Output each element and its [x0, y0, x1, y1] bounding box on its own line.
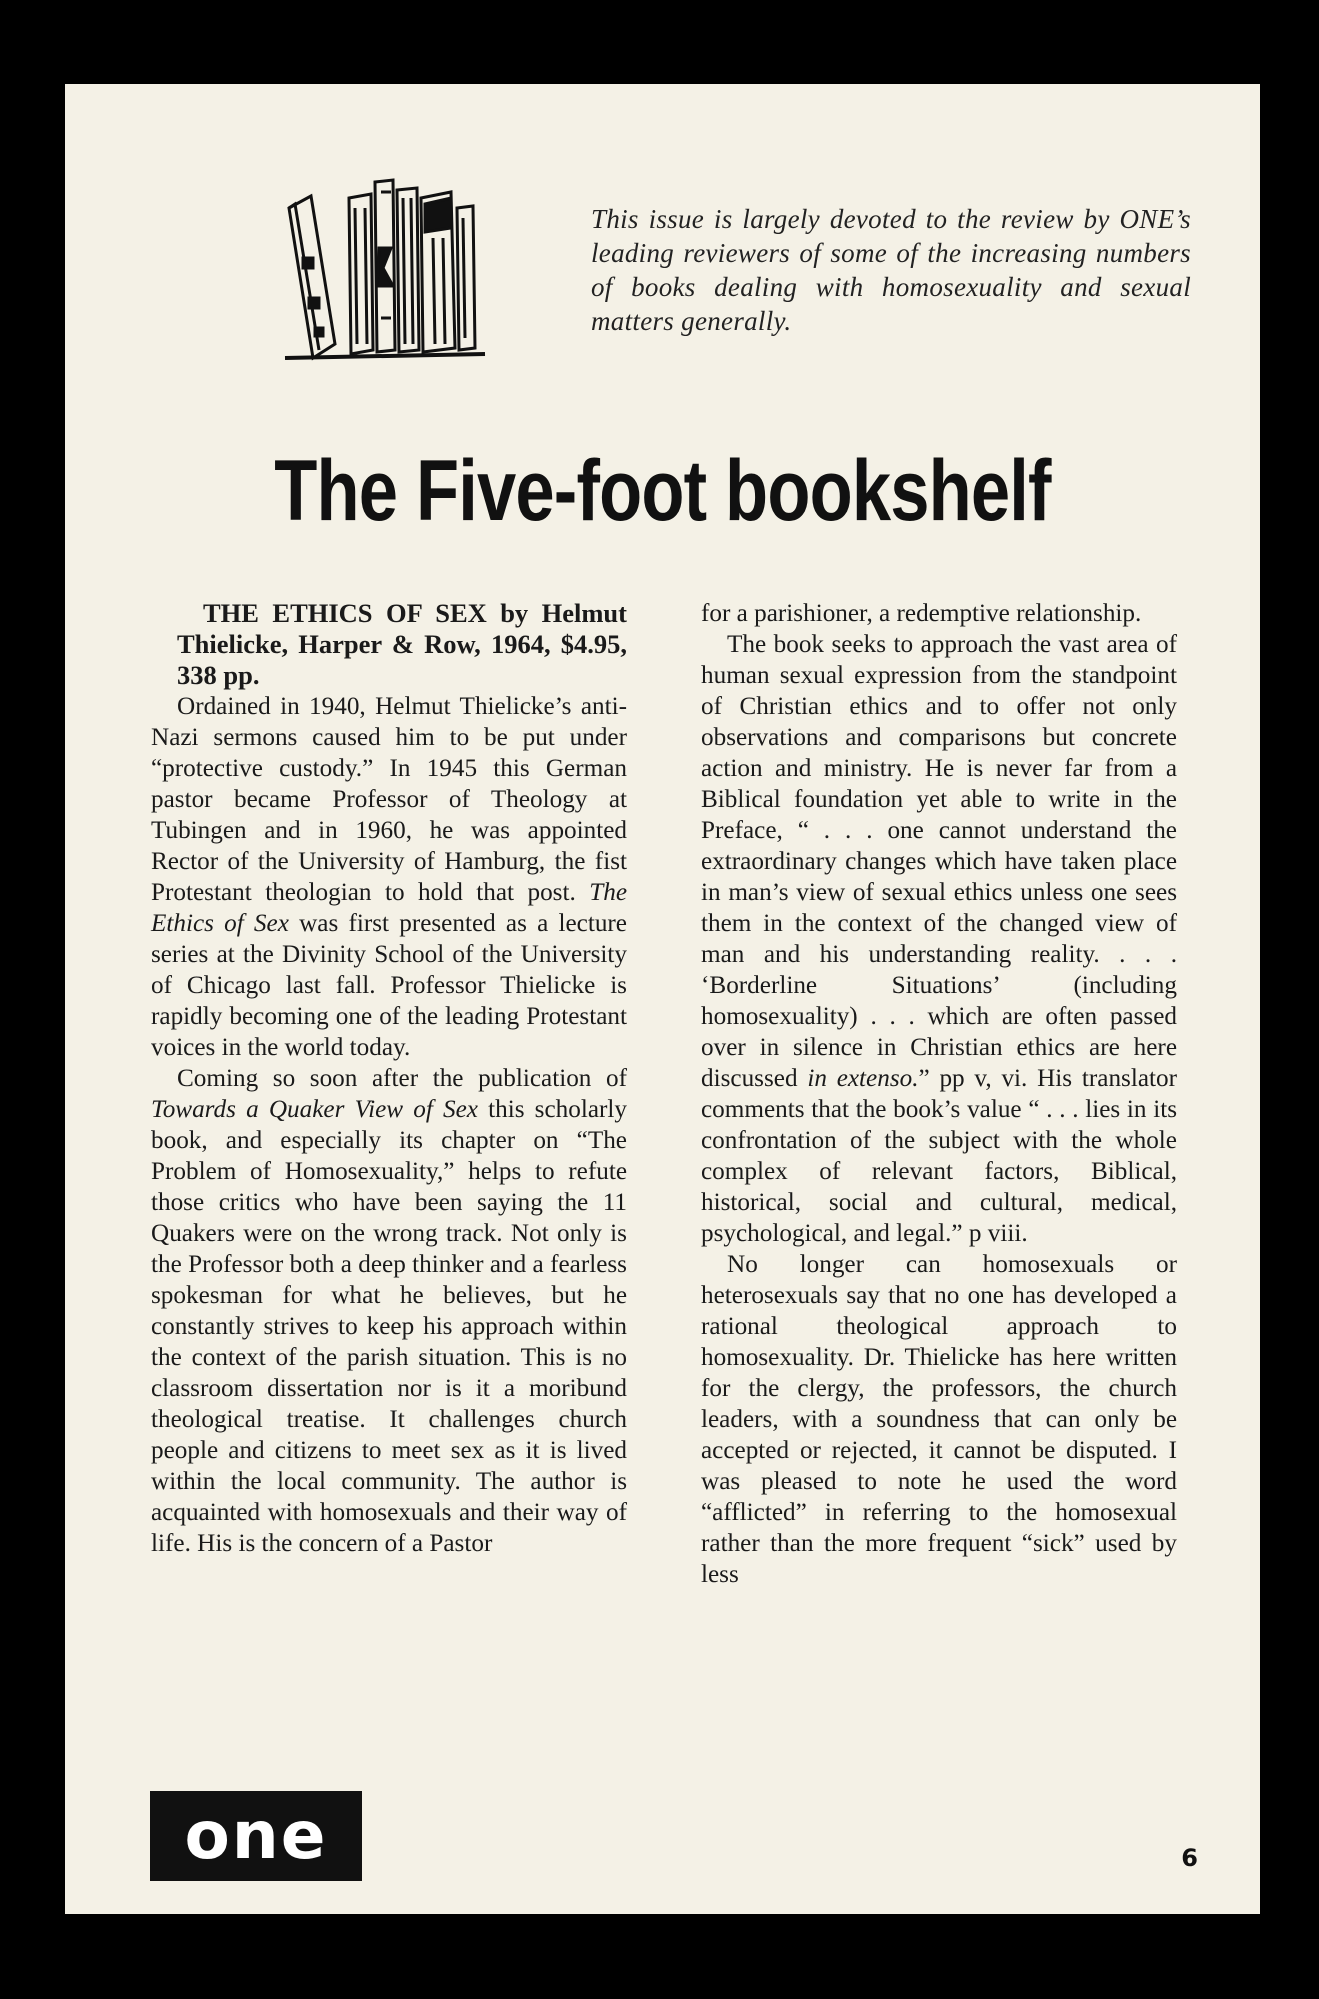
book-title-italic: The Ethics of Sex	[151, 879, 628, 937]
article-text: was first presented as a lecture series at the Divinity School of the University of Chicago last fall. Professor Thielicke is rapidly becoming one of the leading Protestant voices in the world today.	[151, 910, 627, 1061]
article-paragraph	[151, 1063, 627, 1559]
article-text: The book seeks to approach the vast area of human sexual expression from the standpoint of Christian ethics and to offer not only observations and comparisons but concrete action and ministry. He is never far from a Biblical foundation yet able to write in the Preface, “ . . . one cannot understand the extraordinary changes which have taken place in man’s view of sexual ethics unless one sees them in the context of the changed view of man and his understanding reality. . . . ‘Borderline Situations’ (including homosexuality) . . . which are often passed over in silence in Christian ethics are here discussed	[701, 631, 1177, 1092]
article-text: Coming so soon after the publication of	[177, 1065, 627, 1092]
article-column-right	[701, 598, 1177, 1590]
magazine-page	[65, 84, 1260, 1914]
article-paragraph	[701, 629, 1177, 1249]
article-paragraph: for a parishioner, a redemptive relationship.	[701, 600, 1142, 627]
one-magazine-logo: one	[150, 1791, 362, 1881]
books-on-shelf-icon	[275, 168, 535, 368]
article-paragraph	[151, 691, 627, 1063]
article-column-left	[151, 598, 627, 1559]
page-title: The Five-foot bookshelf	[274, 443, 1051, 539]
book-review-heading: THE ETHICS OF SEX by Helmut Thielicke, Harper & Row, 1964, $4.95, 338 pp.	[177, 598, 627, 690]
page-number: 6	[1181, 1844, 1198, 1872]
article-text: Ordained in 1940, Helmut Thielicke’s anti-Nazi sermons caused him to be put under “protective custody.” In 1945 this German pastor became Professor of Theology at Tubingen and in 1960, he was appointed Rector of the University of Hamburg, the fist Protestant theologian to hold that post.	[151, 693, 627, 906]
article-text: this scholarly book, and especially its chapter on “The Problem of Homosexuality,” helps to refute those critics who have been saying the 11 Quakers were on the wrong track. Not only is the Professor both a deep thinker and a fearless spokesman for what he believes, but he constantly strives to keep his approach within the context of the parish situation. This is no classroom dissertation nor is it a moribund theological treatise. It challenges church people and citizens to meet sex as it is lived within the local community. The author is acquainted with homosexuals and their way of life. His is the concern of a Pastor	[151, 1096, 628, 1557]
article-text: ” pp v, vi. His translator comments that the book’s value “ . . . lies in its confrontation of the subject with the whole complex of relevant factors, Biblical, historical, social and cultural, medical, psychological, and legal.” p viii.	[701, 1065, 1177, 1247]
latin-phrase-italic: in extenso.	[807, 1065, 919, 1092]
article-paragraph: No longer can homosexuals or heterosexuals say that no one has developed a rational theological approach to homosexuality. Dr. Thielicke has here written for the clergy, the professors, the church leaders, with a soundness that can only be accepted or rejected, it cannot be disputed. I was pleased to note he used the word “afflicted” in referring to the homosexual rather than the more frequent “sick” used by less	[701, 1251, 1177, 1588]
book-title-italic: Towards a Quaker View of Sex	[151, 1096, 478, 1123]
issue-intro-note: This issue is largely devoted to the review by ONE’s leading reviewers of some of the increasing numbers of books dealing with homosexuality and sexual matters generally.	[591, 204, 1191, 336]
